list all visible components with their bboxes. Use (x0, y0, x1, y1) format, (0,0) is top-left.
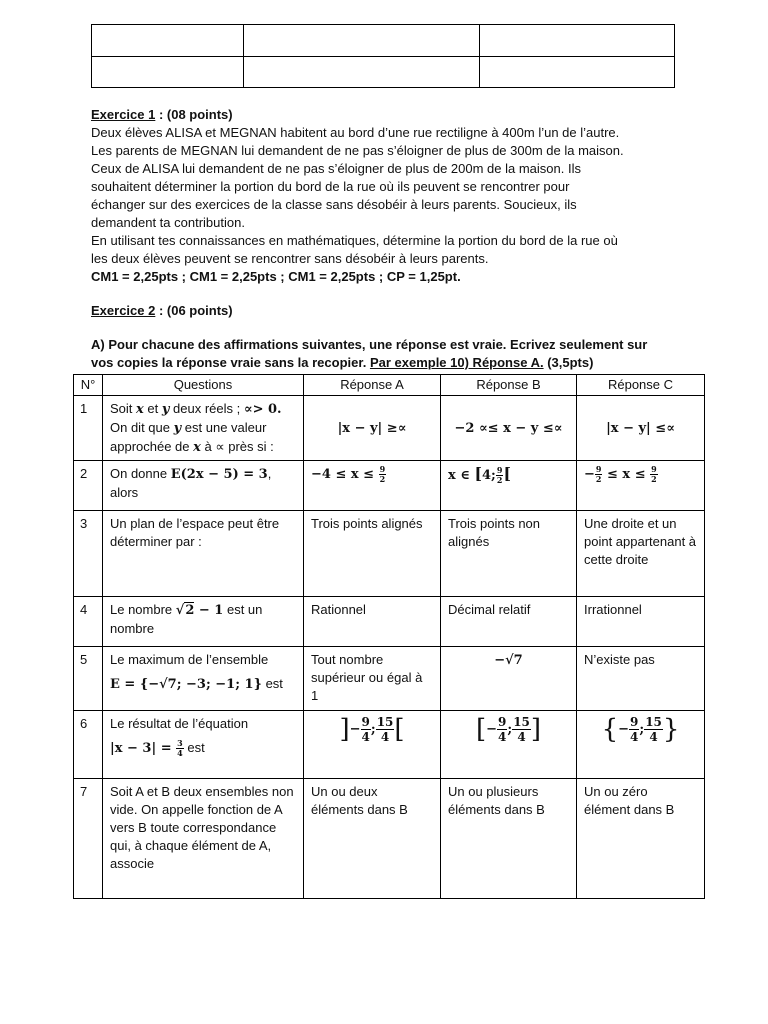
row-number: 5 (74, 647, 103, 711)
question-cell: Un plan de l’espace peut être déterminer par : (103, 511, 304, 597)
table-row (74, 779, 705, 899)
table-row (74, 461, 705, 511)
answer-b: Trois points non alignés (441, 511, 577, 597)
col-header: Questions (103, 375, 304, 396)
row-number: 4 (74, 597, 103, 647)
exercise-1-line: Les parents de MEGNAN lui demandent de ne pas s’éloigner de plus de 300m de la maison. (91, 143, 624, 158)
answer-b: [− $\frac{9}{4}$ ; $\frac{15}{4}$ ] (441, 711, 577, 779)
exercise-1-line: Deux élèves ALISA et MEGNAN habitent au bord d’une rue rectiligne à 400m l’un de l’autre. (91, 125, 620, 140)
exercise-2-title: Exercice 2 : (06 points) (91, 303, 233, 318)
question-cell: Le maximum de l’ensemble E = {−√7; −3; −1; 1} est (103, 647, 304, 711)
answer-c: |x − y| ≤∝ (577, 396, 705, 461)
col-header: Réponse C (577, 375, 705, 396)
table-row (74, 396, 705, 461)
exercise-1 (91, 106, 691, 286)
table-header-row (74, 375, 705, 396)
answer-a: Tout nombre supérieur ou égal à 1 (304, 647, 441, 711)
header-table (91, 24, 675, 88)
answer-a: −4 ≤ x ≤ $\frac{9}{2}$ (304, 461, 441, 511)
row-number: 2 (74, 461, 103, 511)
answer-b: Décimal relatif (441, 597, 577, 647)
answer-b: x ∈ [4; $\frac{9}{2}$ [ (441, 461, 577, 511)
question-cell: Soit A et B deux ensembles non vide. On appelle fonction de A vers B toute correspondance qui, à chaque élément de A, associe (103, 779, 304, 899)
answer-b: −√7 (441, 647, 577, 711)
answer-a: ]− $\frac{9}{4}$ ; $\frac{15}{4}$ [ (304, 711, 441, 779)
row-number: 1 (74, 396, 103, 461)
col-header: N° (74, 375, 103, 396)
answer-a: Trois points alignés (304, 511, 441, 597)
exercise-2-instruction: vos copies la réponse vraie sans la recopier. Par exemple 10) Réponse A. (3,5pts) (91, 355, 594, 370)
question-cell: Le résultat de l’équation |x − 3| = $\frac{3}{4}$ est (103, 711, 304, 779)
col-header: Réponse A (304, 375, 441, 396)
answer-c: Irrationnel (577, 597, 705, 647)
answer-c: Un ou zéro élément dans B (577, 779, 705, 899)
answer-a: Un ou deux éléments dans B (304, 779, 441, 899)
answer-c: Une droite et un point appartenant à cette droite (577, 511, 705, 597)
header-cell (244, 25, 480, 57)
answer-a: |x − y| ≥∝ (304, 396, 441, 461)
exercise-2-instruction: A) Pour chacune des affirmations suivantes, une réponse est vraie. Ecrivez seulement sur (91, 337, 648, 352)
header-cell (92, 56, 244, 88)
exercise-1-line: les deux élèves peuvent se rencontrer sans désobéir à leurs parents. (91, 251, 489, 266)
exercise-1-line: Ceux de ALISA lui demandent de ne pas s’éloigner de plus de 200m de la maison. Ils (91, 161, 581, 176)
question-cell: On donne E(2x − 5) = 3, alors (103, 461, 304, 511)
table-row (74, 711, 705, 779)
exercise-1-title: Exercice 1 : (08 points) (91, 107, 233, 122)
answer-b: −2 ∝≤ x − y ≤∝ (441, 396, 577, 461)
header-cell (92, 25, 244, 57)
header-cell (480, 56, 675, 88)
question-cell: Le nombre √2 − 1 est un nombre (103, 597, 304, 647)
row-number: 3 (74, 511, 103, 597)
header-cell (244, 56, 480, 88)
table-row (74, 647, 705, 711)
exercise-2 (91, 302, 691, 372)
exercise-1-grading: CM1 = 2,25pts ; CM1 = 2,25pts ; CM1 = 2,25pts ; CP = 1,25pt. (91, 269, 461, 284)
qcm-table (73, 374, 705, 899)
header-cell (480, 25, 675, 57)
exercise-1-line: échanger sur des exercices de la classe sans désobéir à leurs parents. Soucieux, ils (91, 197, 577, 212)
answer-c: {− $\frac{9}{4}$ ; $\frac{15}{4}$ } (577, 711, 705, 779)
col-header: Réponse B (441, 375, 577, 396)
exercise-1-line: souhaitent déterminer la portion du bord de la rue où ils peuvent se rencontrer pour (91, 179, 570, 194)
row-number: 6 (74, 711, 103, 779)
answer-a: Rationnel (304, 597, 441, 647)
table-row (74, 597, 705, 647)
exercise-1-line: En utilisant tes connaissances en mathématiques, détermine la portion du bord de la rue où (91, 233, 618, 248)
exercise-1-line: demandent ta contribution. (91, 215, 245, 230)
table-row (74, 511, 705, 597)
answer-c: N’existe pas (577, 647, 705, 711)
answer-c: − $\frac{9}{2}$ ≤ x ≤ $\frac{9}{2}$ (577, 461, 705, 511)
row-number: 7 (74, 779, 103, 899)
answer-b: Un ou plusieurs éléments dans B (441, 779, 577, 899)
question-cell: Soit x et y deux réels ; ∝> 0. On dit que y est une valeur approchée de x à ∝ près si : (103, 396, 304, 461)
